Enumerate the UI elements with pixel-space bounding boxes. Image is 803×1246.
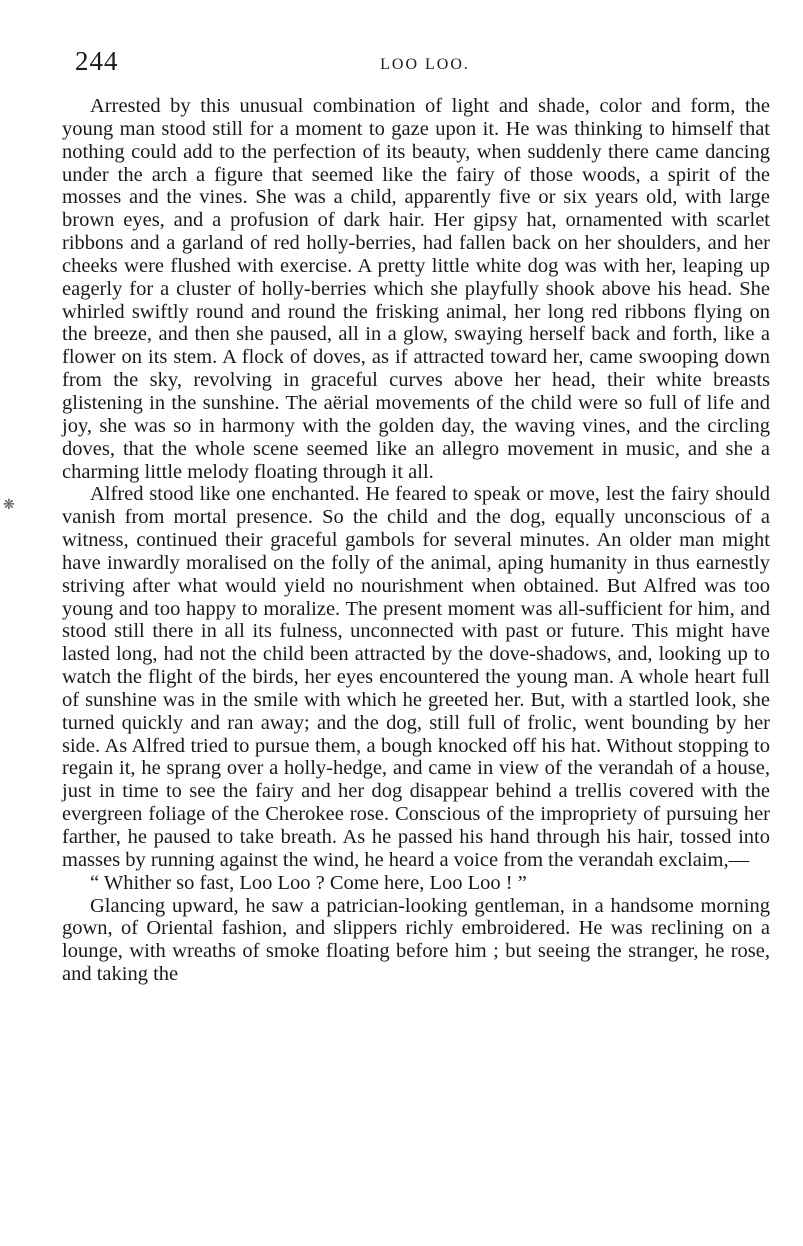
margin-ornament: ❋ [3,497,15,513]
running-title: LOO LOO. [380,56,470,73]
paragraph: Arrested by this unusual combination of light and shade, color and form, the young man stood still for a moment to gaze upon it. He was thinking to himself that nothing could add to the perfection of its beauty, when suddenly there came dancing under the arch a figure that seemed like the fairy of those woods, a spirit of the mosses and the vines. She was a child, apparently five or six years old, with large brown eyes, and a profusion of dark hair. Her gipsy hat, ornamented with scarlet ribbons and a garland of red holly-berries, had fallen back on her shoulders, and her cheeks were flushed with exercise. A pretty little white dog was with her, leaping up eagerly for a cluster of holly-berries which she playfully shook above his head. She whirled swiftly round and round the frisking animal, her long red ribbons flying on the breeze, and then she paused, all in a glow, swaying herself back and forth, like a flower on its stem. A flock of doves, as if attracted toward her, came swooping down from the sky, revolving in graceful curves above her head, their white breasts glistening in the sunshine. The aërial movements of the child were so full of life and joy, she was so in harmony with the golden day, the waving vines, and the circling doves, that the whole scene seemed like an allegro movement in music, and she a charming little melody floating through it all. [62,95,770,483]
page-header [75,46,775,86]
page-number: 244 [75,46,119,76]
paragraph: Alfred stood like one enchanted. He feared to speak or move, lest the fairy should vanish from mortal presence. So the child and the dog, equally unconscious of a witness, continued their graceful gambols for several minutes. An older man might have inwardly moralised on the folly of the animal, aping humanity in thus earnestly striving after what would yield no nourishment when obtained. But Alfred was too young and too happy to moralize. The present moment was all-sufficient for him, and stood still there in all its fulness, unconnected with past or future. This might have lasted long, had not the child been attracted by the dove-shadows, and, looking up to watch the flight of the birds, her eyes encountered the young man. A whole heart full of sunshine was in the smile with which he greeted her. But, with a startled look, she turned quickly and ran away; and the dog, still full of frolic, went bounding by her side. As Alfred tried to pursue them, a bough knocked off his hat. Without stopping to regain it, he sprang over a holly-hedge, and came in view of the verandah of a house, just in time to see the fairy and her dog disappear behind a trellis covered with the evergreen foliage of the Cherokee rose. Conscious of the impropriety of pursuing her farther, he paused to take breath. As he passed his hand through his hair, tossed into masses by running against the wind, he heard a voice from the verandah exclaim,— [62,483,770,871]
dialogue-line: “ Whither so fast, Loo Loo ? Come here, Loo Loo ! ” [90,871,527,894]
body-text [62,95,770,986]
paragraph: Glancing upward, he saw a patrician-looking gentleman, in a handsome morning gown, of Oriental fashion, and slippers richly embroidered. He was reclining on a lounge, with wreaths of smoke floating before him ; but seeing the stranger, he rose, and taking the [62,894,770,986]
